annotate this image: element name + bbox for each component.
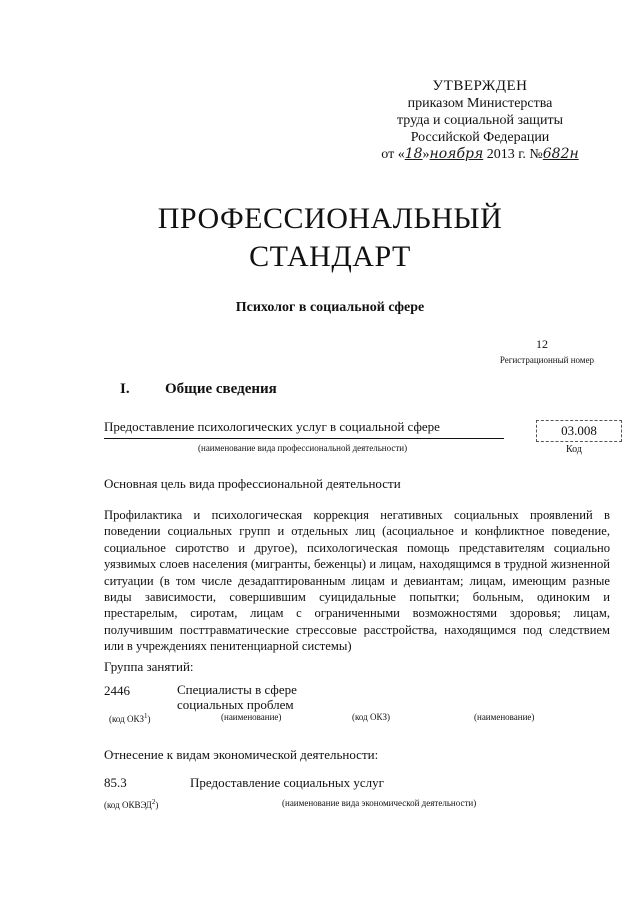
activity-name: Предоставление психологических услуг в социальной сфере [104,419,440,434]
document-title [80,200,580,276]
okved-code-caption: (код ОКВЭД$^2$) [104,798,159,810]
footnote-2: 2 [151,798,156,806]
handwritten-number: 682н [542,146,579,162]
registration-number: 12 [536,337,548,351]
activity-code-box: 03.008 [536,420,622,442]
occupation-group-label: Группа занятий: [104,659,194,674]
activity-caption: (наименование вида профессиональной деятельности) [198,443,408,453]
approval-line-3: труда и социальной защиты [397,113,563,128]
approval-status: УТВЕРЖДЕН [432,78,528,94]
handwritten-month: ноября [429,146,484,162]
footnote-1: 1 [144,712,148,720]
approval-line-2: приказом Министерства [407,96,553,111]
okved-name: Предоставление социальных услуг [190,775,384,790]
section-number: I. [120,381,130,397]
code-caption: Код [566,444,582,455]
okz-code-caption: (код ОКЗ$^1$) [109,712,151,724]
approval-line-4: Российской Федерации [410,130,550,145]
registration-label: Регистрационный номер [499,355,595,365]
goal-text: Профилактика и психологическая коррекция негативных социальных проявлений в поведении социальных групп и отдельных лиц (асоциальное и конфликтное поведение, социальное сиротство и другое), психологическая помощь представителям социально уязвимых слоев населения (мигранты, беженцы) и лицам, находящимся в трудной жизненной ситуации (в том числе дезадаптированным лицам и девиантам; лицам, имеющим разные виды зависимости, совершившим суицидальные попытки; больным, одиноким и престарелым, сиротам, лицам с ограниченными возможностями здоровья; лицам, получившим посттравматические стрессовые расстройства, находящимся под следствием или в учреждениях пенитенциарной системы) [104,508,610,654]
okz-name-caption-2: (наименование) [474,712,535,722]
approval-block [340,78,620,163]
handwritten-day: 18 [404,146,423,162]
section-title: Общие сведения [165,381,277,397]
date-prefix: от « [381,147,405,162]
approval-date-line [340,146,620,163]
okz-name: Специалисты в сфере социальных проблем [177,682,297,712]
okz-name-caption: (наименование) [221,712,282,722]
okz-code: 2446 [104,683,130,698]
economic-activity-label: Отнесение к видам экономической деятельности: [104,747,379,762]
title-line-1: ПРОФЕССИОНАЛЬНЫЙ [157,202,503,235]
okved-code: 85.3 [104,775,127,790]
title-line-2: СТАНДАРТ [249,240,411,273]
activity-underline [104,438,504,439]
date-year: 2013 г. № [483,147,543,162]
okz-code-caption-2: (код ОКЗ) [352,712,390,722]
okved-name-caption: (наименование вида экономической деятельности) [282,798,477,808]
standard-name: Психолог в социальной сфере [235,300,425,315]
goal-label: Основная цель вида профессиональной деятельности [104,476,401,491]
date-mid: » [422,147,430,162]
